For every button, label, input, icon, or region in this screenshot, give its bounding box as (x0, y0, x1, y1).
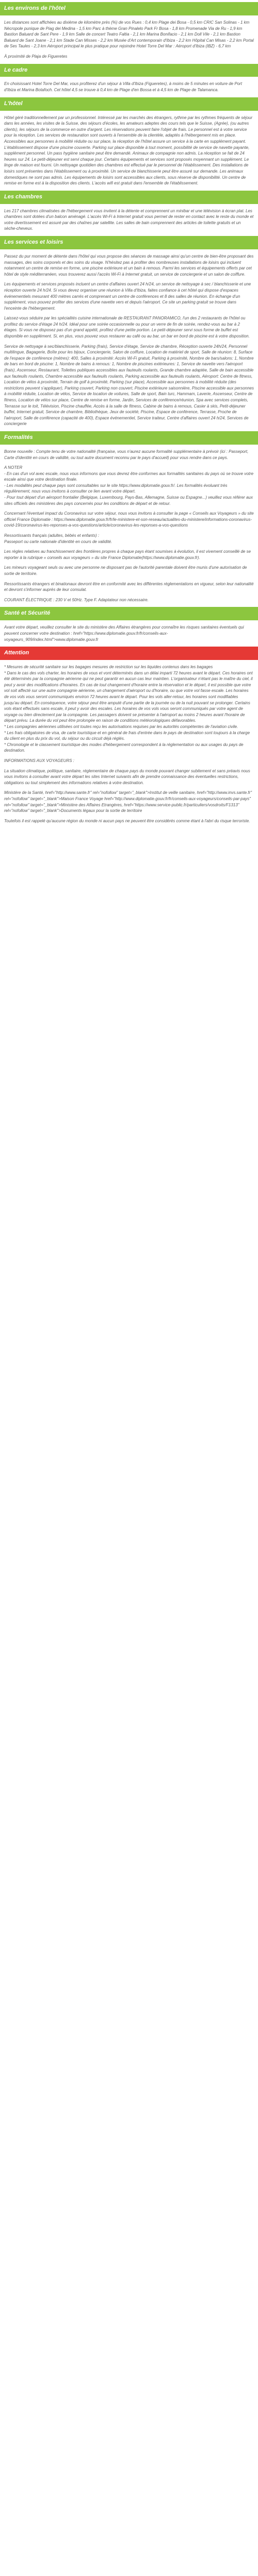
section-paragraph: Bonne nouvelle : Compte tenu de votre nationalité (française, vous n'aurez aucune formalité supplémentaire à prévoir (ici : Passeport, Carte d'identité en cours de validité, ou tout autre document reconnu par le pays d'accueil) pour vous rendre dans ce pays. (4, 449, 250, 460)
section-title: Formalités (0, 431, 258, 445)
section (0, 191, 258, 232)
section-paragraph: À proximité de Plaja de Figueretes (4, 54, 68, 59)
section-paragraph: Ministère de la Santé, href="http://www.sante.fr" rel="nofollow" target="_blank">Institut de veille sanitaire, href="http://www.invs.sante.fr" rel="nofollow" target="_blank">Maison France Voyage href="http://www.diplomatie.gouv.fr/fr/conseils-aux-voyageurs/conseils-par-pays" rel="nofollow" target="_blank">Ministère des Affaires Etrangères, href="https://www.service-public.fr/particuliers/vosdroits/F1313" rel="nofollow" target="_blank">Documents légaux pour la sortie de territoire (4, 790, 253, 814)
section-paragraph: INFORMATIONS AUX VOYAGEURS : (4, 758, 75, 763)
section-title: Les chambres (0, 191, 258, 204)
page (0, 2, 258, 849)
section (0, 758, 258, 824)
section-paragraph: Avant votre départ, veuillez consulter le site du ministère des Affaires étrangères pour connaître les risques sanitaires éventuels qui peuvent concerner votre destination : href="https://www.diplomatie.gouv.fr/fr/conseils-aux-voyageurs_909/index.html">www.diplomatie.gouv.fr (4, 625, 245, 642)
section-paragraph: La situation climatique, politique, sanitaire, réglementaire de chaque pays du monde pouvant changer subitement et sans préavis nous vous invitons à consulter avant votre départ les sites Internet suivants afin de prendre connaissance des éventuelles restrictions, obligations ou tout simplement des informations relatives à votre destination. (4, 768, 251, 785)
section-paragraph: Les équipements et services proposés incluent un centre d'affaires ouvert 24 h/24, un service de nettoyage à sec / blanchisserie et une réception ouverte 24 h/24. Si vous devez organiser une réunion à Villa d'Ibiza, faites confiance à cet hôtel qui dispose d'espaces événementiels mesurant 400 mètres carrés et comprenant un centre de conférences et 8 des salles de réunion. En échange d'un supplément, vous pouvez profiter des services d'une navette vers et depuis l'aéroport. Ce site un parking gratuit se trouve dans l'enceinte de l'hébergement. (4, 282, 252, 311)
section-paragraph: Service de nettoyage à sec/blanchisserie, Parking (frais), Service d'étage, Service de chambre, Réception ouverte 24h/24, Personnel multilingue, Bagagerie, Boîte pour les bijoux, Conciergerie, Salon de coiffure, Location de matériel de sport, Salle de réunion: 8, Surface de l'espace de conférence (mètres): 400, Salles à proximité: Accès Wi-Fi gratuit, Parking à proximité, Nombre de bars/salons: 1, Nombre de bars en bord de piscine: 1, Nombre de bains à remous: 1, Nombre de piscines extérieures: 1, Service de navette vers l'aéroport (frais), Ascenseur, Restaurant, Toilettes publiques accessibles aux fauteuils roulants, Grande chambre adaptée, Salle de bain accessible aux fauteuils roulants, Chambre accessible aux fauteuils roulants, Parking accessible aux fauteuils roulants, Aéroport: Centre de fitness, Location de vélos à proximité, Terrain de golf à proximité, Parking (sur place), Accessible aux personnes à mobilité réduite (des restrictions peuvent s'appliquer), Parking couvert, Parking non couvert, Piscine extérieure saisonnière, Piscine accessible aux personnes à mobilité réduite, Location de vélos, Service de location de voitures, Salle de sport, Bain turc, Hammam, Laverie, Ascenseur, Centre de fitness, Location de vélos sur place, Centre de remise en forme, Jardin, Services de conférence/réunion, Spa avec services complets, Terrasse sur le toit, Télévision, Piscine chauffée, Accès à la salle de fitness, Cabine de bains à remous, Casier à skis, Petit-déjeuner buffet, Internet gratuit, Service de chambre, Bibliothèque, Jeux de société, Piscine, Espace de conférence, Terrasse, Proche de l'aéroport, Salle de conférence (capacité de 400), Espace événementiel, Service traiteur, Centre d'affaires ouvert 24 h/24, Services de conciergerie (4, 344, 255, 427)
section-paragraph: Ressortissants étrangers et binationaux devront être en conformité avec les différentes réglementations en vigueur, selon leur nationalité et devront s'informer auprès de leur consulat. (4, 581, 255, 592)
section (0, 431, 258, 603)
section (0, 236, 258, 427)
section-paragraph: Les distances sont affichées au dixième de kilomètre près (%) de vos Rues : 0,4 km Plage dei Bosa - 0,5 km CRIC San Solinas - 1 km Nécropole punique de Piag dei Medina - 1,5 km Parc à thème Gran Pinalelo Park Fr Bosa - 1,8 km Promenade Via de Ru - 1,9 km Bastion Baluard de Sant Pere - 1,9 km Salle de concert Teatro Faltia - 2,1 km Marina Bonifacio - 2,1 km Doll Vile - 2,1 km Bastion Baluard de Sant Joane - 2,1 km Stade Can Misses - 2,2 km Musée d'Art contemporain d'Ibiza - 2,2 km Hôpital Can Misas - 2,2 km Portal de Ses Taules - 2,3 km Aéroport principal le plus pratique pour rejoindre Hotel Torre Del Mar : Aéroport d'Ibiza (IBZ) - 6,7 km (4, 20, 255, 49)
section (0, 64, 258, 93)
section-paragraph: En choisissant Hotel Torre Del Mar, vous profiterez d'un séjour à Villa d'Ibiza (Figueretes), à moins de 5 minutes en voiture de Port d'Ibiza et Marina Botafoch. Cet hôtel 4,5 se trouve à 0,4 km de Plage d'en Bossa et à 4,5 km de Plage de Talamanca. (4, 81, 244, 93)
section (0, 97, 258, 187)
section-paragraph: A NOTER - En cas d'un vol avec escale, nous vous informons que vous devrez être conformes aux formalités sanitaires du pays où se trouve votre escale ainsi que votre destination finale. - Les modalités peut chaque pays sont consultables sur le site https://www.diplomatie.gouv.fr/. Les formalités évoluant très régulièrement, nous vous invitons à consulter ce lien avant votre départ. - Pour tout départ d'un aéroport frontalier (Belgique, Luxembourg, Pays-Bas, Allemagne, Suisse ou Espagne...) veuillez vous référer aux sites officiels des ministères des pays concernés pour les conditions de départ et de retour. (4, 465, 254, 506)
section-paragraph: Laissez-vous séduire par les spécialités cuisine internationale de RESTAURANT PANORAMICO, l'un des 2 restaurants de l'hôtel ou profitez du service d'étage 24 h/24. Idéal pour une soirée occasionnelle ou pour un verre de fin de soirée, rendez-vous au bar à 2 étages. Si vous ne disposez pas d'un grand appétit, profitez d'une petite portion. Le petit-déjeuner servi sous forme de buffet est disponible en supplément. Si, en plus, vous pouvez vous restaurer au café ou au bar, un bar en bord de piscine est à votre disposition. (4, 316, 250, 339)
section-title: L'hôtel (0, 97, 258, 111)
section-paragraph: Toutefois il est rappelé qu'aucune région du monde ni aucun pays ne peuvent être considérés comme étant à l'abri du risque terroriste. (4, 818, 250, 823)
section-paragraph: COURANT ÉLECTRIQUE : 230 V et 50Hz. Type F. Adaptateur non nécessaire. (4, 597, 149, 602)
section-title: Attention (0, 647, 258, 660)
section-paragraph: * Mesures de sécurité sanitaire sur les bagages mesures de restriction sur les liquides contenus dans les bagages * Dans le cas des vols charter, les horaires de vous et vont déterminés dans un délai imparti 72 heures avant le départ. Ces horaires ont été déterminés par la compagnie aérienne qui ne peut garantir en aucun cas leur maintien. L'organisateur n'étant pas le maître du ciel, il peut y avoir des modifications d'horaires. En cas de tout changement d'horaire entre la réservation et le départ, il est possible que votre vol soit affecté sur une autre compagnie aérienne, un changement d'aéroport ou d'horaire, ou que votre vol fasse escale. Les horaires de vos vols vous seront communiqués environ 72 heures avant le départ. Pour les vols aller-retour, les horaires sont modifiables jusqu'au départ. En conséquence, votre séjour peut être amputé d'une partie de la journée ou de la nuit pouvant se prolonger. Certains vols étant effectués sans escale, il peut y avoir des escales. Les horaires de vos vols vous seront communiqués par votre agent de voyage ou bien directement par la compagnie. Les passagers doivent se présenter à l'aéroport au moins 2 heures avant l'horaire de départ prévu. La durée du vol peut être prolongée en raison de conditions météorologiques défavorables. * Les compagnies aériennes utilisées ont toutes reçu les autorisations requises par les autorités compétentes de l'aviation civile. * Les frais obligatoires de visa, de carte touristique et en général de frais d'entrée dans le pays de destination sont toujours à la charge du client en plus du prix du vol, du séjour ou du circuit déjà réglés. * Chronologie et le classement touristique des modes d'hébergement correspondent à la réglementation ou aux usages du pays de destination. (4, 665, 253, 753)
section-paragraph: Les 217 chambres climatisées de l'hébergement vous invitent à la détente et comprennent un minibar et une télévision à écran plat. Les chambres sont dotées d'un balcon aménagé. L'accès Wi-Fi à Internet gratuit vous permet de rester en contact avec le reste du monde et votre divertissement est assuré par des chaînes par satellite. Les salles de bain comprennent des articles de toilette gratuits et un sèche-cheveux. (4, 208, 255, 231)
section-paragraph: Ressortissants français (adultes, bébés et enfants) : Passeport ou carte nationale d'identité en cours de validité. (4, 533, 112, 544)
section-paragraph: Concernant l'éventuel impact du Coronavirus sur votre séjour, nous vous invitons à consulter la page « Conseils aux Voyageurs » du site officiel France Diplomatie : https://www.diplomatie.gouv.fr/fr/le-ministere-et-son-reseau/actualites-du-ministere/informations-coronavirus-covid-19/coronavirus-les-reponses-a-vos-questions/article/coronavirus-les-reponses-a-vos-questions (4, 511, 255, 528)
section (0, 607, 258, 642)
section (0, 647, 258, 754)
section (0, 2, 258, 60)
section-paragraph: Hôtel géré traditionnellement par un professionnel. Intéressé par les marchés des étrangers, rythme par les rythmes fréquents de séjour dans les années, les visites de la Suisse, des séjours d'écoles, les amateurs adeptes des cours tels que le Suisse, (Agrée), (ou autres clients), les séjours de la commerce en outre d'argent. Les réservations peuvent faire l'objet de frais. Le personnel est à votre service pour la réception. Les services de restauration sont ouverts à l'ensemble de la clientèle, adaptés à l'hébergement mis en place. Accessibles aux personnes à mobilité réduite ou sur place, la réception de l'hôtel assure un service à la carte en supplément payant. L'établissement dispose d'une piscine couverte. Parking sur place disponible à tout moment, possibilité de service de navette payante, supplément personnel. Un pass hygiène sanitaire peut être demandé. Animaux de compagnie non admis. La réception se fait de 24 heures sur 24. Le petit-déjeuner est servi chaque jour. Certains équipements et services sont proposés moyennant un supplément. Le linge de maison est fourni. Un nettoyage quotidien des chambres est effectué par le personnel de l'établissement. Des installations de loisirs sont présentes dans l'établissement ou à proximité. Un service de blanchisserie peut être assuré sur demande. Les animaux domestiques ne sont pas admis. Les équipements de loisirs sont accessibles aux clients, sous réserve de disponibilité. Un centre de remise en forme est à la disposition des clients. L'accès wifi est gratuit dans l'ensemble de l'établissement. (4, 115, 254, 186)
section-title: Le cadre (0, 64, 258, 77)
section-title: Les services et loisirs (0, 236, 258, 249)
section-title: Les environs de l'hôtel (0, 2, 258, 15)
section-paragraph: Les règles relatives au franchissement des frontières propres à chaque pays étant soumises à évolution, il est vivement conseillé de se reporter à la rubrique « conseils aux voyageurs » du site France Diplomatie(https://www.diplomatie.gouv.fr). (4, 549, 252, 560)
section-title: Santé et Sécurité (0, 607, 258, 620)
section-paragraph: Passez du pur moment de détente dans l'hôtel qui vous propose des séances de massage ainsi qu'un centre de bien-être proposant des massages, des soins corporels et des soins du visage. N'hésitez pas à profiter des nombreuses installations de loisirs qui incluent notamment un centre de remise en forme, une piscine extérieure et un bain à remous. Parmi les services et équipements offerts par cet hôtel de style méditerranéen, vous trouverez aussi l'accès Wi-Fi à Internet gratuit, un service de conciergerie et un salon de coiffure. (4, 253, 255, 277)
section-paragraph: Les mineurs voyageant seuls ou avec une personne ne disposant pas de l'autorité parentale doivent être munis d'une autorisation de sortie de territoire. (4, 565, 248, 576)
